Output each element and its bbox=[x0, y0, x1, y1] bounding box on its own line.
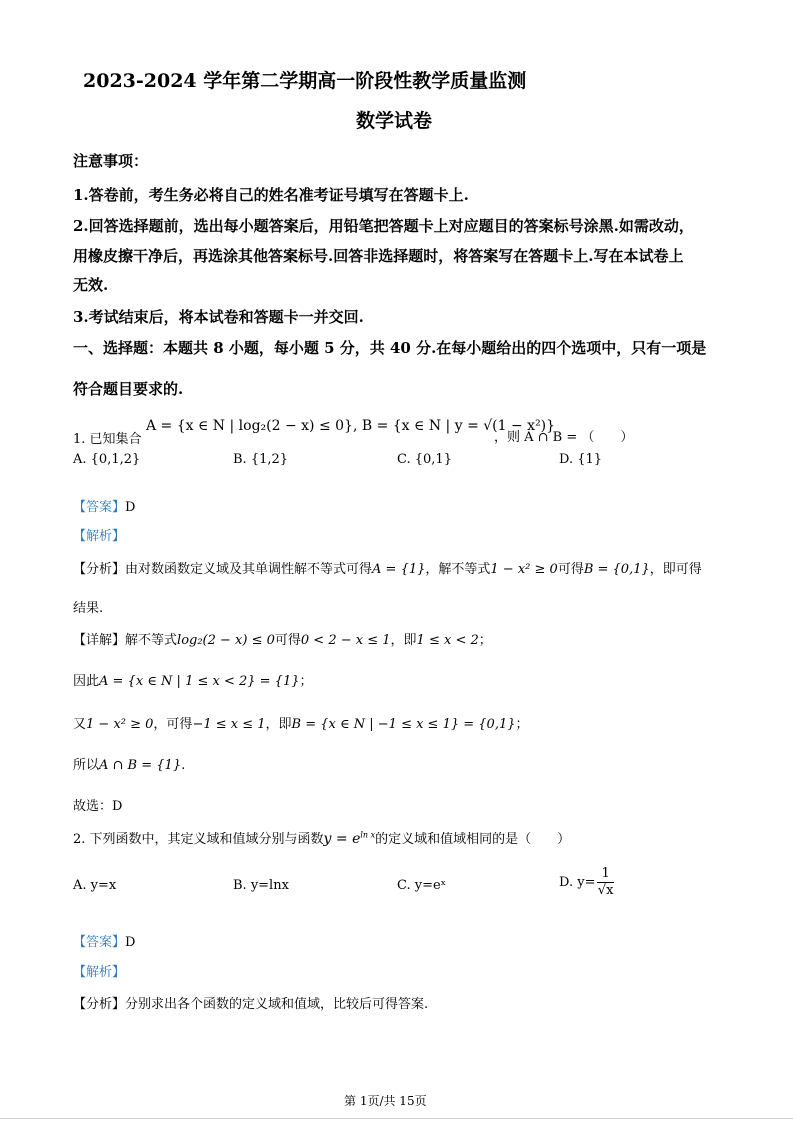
detail-tag: 【详解】 bbox=[73, 633, 126, 648]
q2-prefix: 2. 下列函数中，其定义域和值域分别与函数 bbox=[73, 832, 324, 847]
q1-option-c: C. {0,1} bbox=[397, 452, 452, 467]
q1-intersection-line bbox=[73, 754, 185, 773]
q1-line-c-end: . bbox=[181, 758, 186, 773]
q1-answer-row bbox=[73, 496, 135, 515]
q1-detail-end: ； bbox=[478, 633, 492, 648]
q1-detail-range-2: 1 ≤ x < 2 bbox=[416, 633, 479, 648]
q1-fenxi-inequality: 1 − x² ≥ 0 bbox=[490, 562, 558, 577]
notes-item-2-line-2: 用橡皮擦干净后，再选涂其他答案标号.回答非选择题时，将答案写在答题卡上.写在本试卷上 bbox=[73, 247, 684, 265]
q1-analysis-end: 结果. bbox=[73, 601, 104, 616]
q1-choose: 故选：D bbox=[73, 799, 123, 814]
q1-fenxi-set-a: A = {1} bbox=[372, 562, 426, 577]
notes-item-2-line-1: 2.回答选择题前，选出每小题答案后，用铅笔把答题卡上对应题目的答案标号涂黑.如需改动， bbox=[73, 217, 694, 235]
q1-option-a: A. {0,1,2} bbox=[73, 452, 141, 467]
q1-fenxi-text-1: 由对数函数定义域及其单调性解不等式可得 bbox=[125, 562, 373, 577]
q1-analysis-line bbox=[73, 558, 702, 577]
q2-option-c: C. y=eˣ bbox=[397, 878, 447, 893]
q1-line-c-set: A ∩ B = {1} bbox=[99, 758, 182, 773]
answer-tag: 【答案】 bbox=[73, 500, 126, 515]
q1-line-b-text-2: ，即 bbox=[265, 717, 292, 732]
q2-stem bbox=[73, 828, 570, 847]
fenxi-tag: 【分析】 bbox=[73, 997, 126, 1012]
q1-detail-text-1: 解不等式 bbox=[125, 633, 178, 648]
q2-fenxi-text: 分别求出各个函数的定义域和值域，比较后可得答案. bbox=[125, 997, 429, 1012]
q1-detail-line bbox=[73, 629, 492, 648]
q2-analysis-line bbox=[73, 993, 428, 1012]
q1-answer: D bbox=[125, 500, 136, 515]
q1-line-b-range: −1 ≤ x ≤ 1 bbox=[192, 717, 266, 732]
q1-option-d: D. {1} bbox=[559, 452, 603, 467]
fenxi-tag: 【分析】 bbox=[73, 562, 126, 577]
q1-detail-inequality: log₂(2 − x) ≤ 0 bbox=[177, 633, 275, 648]
q1-fenxi-set-b: B = {0,1} bbox=[583, 562, 650, 577]
q1-line-c-prefix: 所以 bbox=[73, 758, 100, 773]
q2-option-d-prefix: D. y= bbox=[559, 875, 596, 890]
page-subtitle: 数学试卷 bbox=[356, 110, 433, 132]
q1-detail-text-3: ，即 bbox=[390, 633, 417, 648]
q2-suffix: 的定义域和值域相同的是（ ） bbox=[375, 832, 571, 847]
q1-detail-range: 0 < 2 − x ≤ 1 bbox=[300, 633, 391, 648]
q1-line-a-end: ； bbox=[299, 674, 313, 689]
notes-item-2-line-3: 无效. bbox=[73, 276, 109, 294]
q1-set-b-line bbox=[73, 713, 529, 732]
q1-sets: A = {x ∈ N | log₂(2 − x) ≤ 0}, B = {x ∈ N | y = √(1 − x²)} bbox=[146, 418, 556, 434]
analysis-tag: 【解析】 bbox=[73, 965, 126, 980]
notes-item-1: 1.答卷前，考生务必将自己的姓名准考证号填写在答题卡上. bbox=[73, 186, 469, 204]
q2-option-d bbox=[559, 866, 614, 899]
q1-suffix: ，则 A ∩ B = （ ） bbox=[494, 430, 634, 445]
page-title: 2023-2024 学年第二学期高一阶段性教学质量监测 bbox=[83, 70, 527, 92]
q2-option-d-numerator: 1 bbox=[597, 866, 613, 883]
q1-option-b: B. {1,2} bbox=[233, 452, 289, 467]
page-number: 第 1页/共 15页 bbox=[344, 1094, 427, 1108]
section-heading-line-2: 符合题目要求的. bbox=[73, 380, 184, 398]
q1-fenxi-text-4: ，即可得 bbox=[649, 562, 702, 577]
analysis-tag: 【解析】 bbox=[73, 529, 126, 544]
q1-line-a-prefix: 因此 bbox=[73, 674, 100, 689]
q1-line-b-set: B = {x ∈ N | −1 ≤ x ≤ 1} = {0,1} bbox=[291, 717, 516, 732]
q1-line-b-inequality: 1 − x² ≥ 0 bbox=[86, 717, 154, 732]
notes-item-3: 3.考试结束后，将本试卷和答题卡一并交回. bbox=[73, 308, 364, 326]
notes-heading: 注意事项： bbox=[73, 152, 149, 170]
q1-prefix: 1. 已知集合 bbox=[73, 432, 142, 447]
q2-option-d-fraction bbox=[597, 866, 613, 899]
q1-line-b-text: ，可得 bbox=[153, 717, 193, 732]
section-heading-line-1: 一、选择题：本题共 8 小题，每小题 5 分，共 40 分.在每小题给出的四个选项中，只有一项是 bbox=[73, 339, 707, 357]
q2-answer-row bbox=[73, 931, 135, 950]
q2-function: $y = e^{ln x}$ bbox=[323, 830, 376, 847]
q2-option-d-denominator: √x bbox=[597, 883, 614, 898]
q2-answer: D bbox=[125, 935, 136, 950]
q1-fenxi-text-2: ，解不等式 bbox=[425, 562, 491, 577]
q1-fenxi-text-3: 可得 bbox=[557, 562, 584, 577]
answer-tag: 【答案】 bbox=[73, 935, 126, 950]
footer-divider bbox=[0, 1118, 793, 1119]
q1-line-b-prefix: 又 bbox=[73, 717, 87, 732]
q1-detail-text-2: 可得 bbox=[274, 633, 301, 648]
q1-set-a-line bbox=[73, 670, 313, 689]
q1-line-b-end: ； bbox=[515, 717, 529, 732]
q1-line-a-set: A = {x ∈ N | 1 ≤ x < 2} = {1} bbox=[99, 674, 300, 689]
q2-option-b: B. y=lnx bbox=[233, 878, 289, 893]
q2-option-a: A. y=x bbox=[73, 878, 117, 893]
